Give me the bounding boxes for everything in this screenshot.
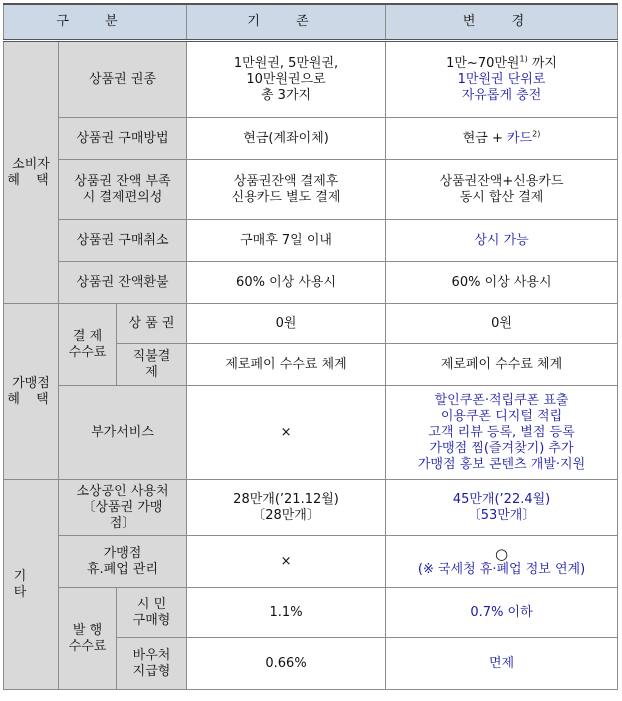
before-balance-shortage: 상품권잔액 결제후 신용카드 별도 결제 <box>187 160 386 220</box>
label-merchant-count: 소상공인 사용처 〔상품권 가맹 점〕 <box>59 480 187 536</box>
row-merchant-count <box>4 480 618 536</box>
header-after: 변 경 <box>386 4 618 41</box>
label-fee-citizen: 시 민 구매형 <box>117 588 187 638</box>
group-other: 기 타 <box>4 480 59 690</box>
row-purchase-method <box>4 118 618 160</box>
label-balance-refund: 상품권 잔액환불 <box>59 262 187 304</box>
after-fee-voucher-pay: 면제 <box>386 638 618 690</box>
before-fee-voucher: 0원 <box>187 304 386 344</box>
label-closure-management: 가맹점 휴.폐업 관리 <box>59 536 187 588</box>
label-fee-voucher: 상 품 권 <box>117 304 187 344</box>
comparison-table <box>3 3 618 690</box>
after-balance-shortage: 상품권잔액+신용카드 동시 합산 결제 <box>386 160 618 220</box>
header-row <box>4 4 618 41</box>
group-consumer: 소비자 혜 택 <box>4 41 59 304</box>
before-denomination: 1만원권, 5만원권, 10만원권으로 총 3가지 <box>187 41 386 118</box>
before-fee-voucher-pay: 0.66% <box>187 638 386 690</box>
before-fee-citizen: 1.1% <box>187 588 386 638</box>
row-fee-voucher <box>4 304 618 344</box>
label-purchase-cancel: 상품권 구매취소 <box>59 220 187 262</box>
after-fee-citizen: 0.7% 이하 <box>386 588 618 638</box>
after-merchant-count: 45만개(’22.4월) 〔53만개〕 <box>386 480 618 536</box>
before-fee-debit: 제로페이 수수료 체계 <box>187 344 386 386</box>
after-fee-voucher: 0원 <box>386 304 618 344</box>
row-balance-refund <box>4 262 618 304</box>
row-closure-management <box>4 536 618 588</box>
label-balance-shortage: 상품권 잔액 부족 시 결제편의성 <box>59 160 187 220</box>
label-issue-fee: 발 행 수수료 <box>59 588 117 690</box>
label-extra-services: 부가서비스 <box>59 386 187 480</box>
before-balance-refund: 60% 이상 사용시 <box>187 262 386 304</box>
comparison-table-container <box>3 3 618 690</box>
label-fee-voucher-pay: 바우처 지급형 <box>117 638 187 690</box>
after-purchase-cancel: 상시 가능 <box>386 220 618 262</box>
header-before: 기 존 <box>187 4 386 41</box>
after-extra-services: 할인쿠폰·적립쿠폰 표출 이용쿠폰 디지털 적립 고객 리뷰 등록, 별점 등록 가맹점 찜(즐겨찾기) 추가 가맹점 홍보 콘텐츠 개발·지원 <box>386 386 618 480</box>
label-payment-fee: 결 제 수수료 <box>59 304 117 386</box>
row-issue-fee-citizen <box>4 588 618 638</box>
before-closure-management: × <box>187 536 386 588</box>
row-balance-shortage <box>4 160 618 220</box>
group-merchant: 가맹점 혜 택 <box>4 304 59 480</box>
label-purchase-method: 상품권 구매방법 <box>59 118 187 160</box>
circle-symbol: ○ <box>494 544 509 563</box>
label-denomination: 상품권 권종 <box>59 41 187 118</box>
after-fee-debit: 제로페이 수수료 체계 <box>386 344 618 386</box>
before-extra-services: × <box>187 386 386 480</box>
before-purchase-cancel: 구매후 7일 이내 <box>187 220 386 262</box>
after-denomination: 1만~70만원$^{1)}$ 까지 1만원권 단위로 자유롭게 충전 <box>386 41 618 118</box>
row-purchase-cancel <box>4 220 618 262</box>
after-closure-management: ○ (※ 국세청 휴·폐업 정보 연계) <box>386 536 618 588</box>
before-merchant-count: 28만개(’21.12월) 〔28만개〕 <box>187 480 386 536</box>
after-purchase-method: 현금 + 카드$^{2)}$ <box>386 118 618 160</box>
row-extra-services <box>4 386 618 480</box>
before-purchase-method: 현금(계좌이체) <box>187 118 386 160</box>
row-voucher-denomination <box>4 41 618 118</box>
label-fee-debit: 직불결 제 <box>117 344 187 386</box>
header-category: 구 분 <box>4 4 187 41</box>
after-balance-refund: 60% 이상 사용시 <box>386 262 618 304</box>
